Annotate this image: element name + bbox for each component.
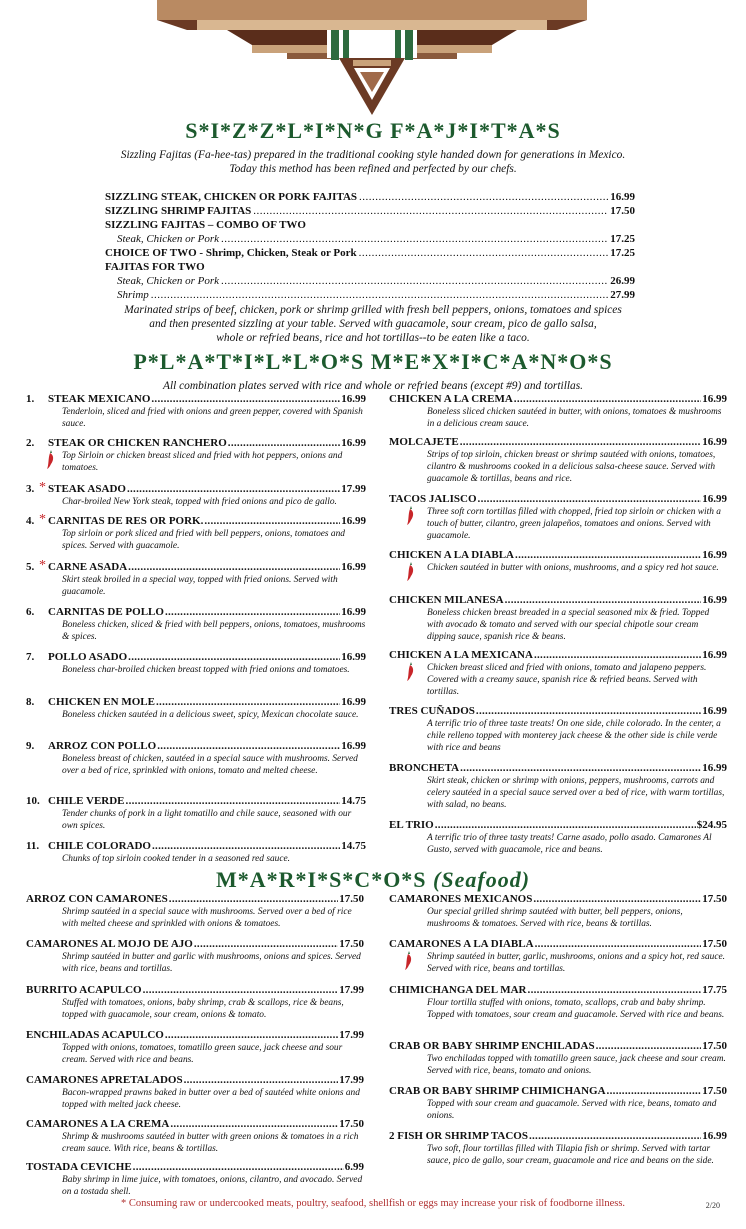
dot-leader bbox=[435, 819, 696, 832]
menu-item bbox=[389, 705, 727, 754]
food-safety-notice: * Consuming raw or undercooked meats, poultry, seafood, shellfish or eggs may increase your risk of foodborne illness. bbox=[120, 1198, 626, 1209]
menu-item-description: Boneless chicken sautéed in a delicious sweet, spicy, Mexican chocolate sauce. bbox=[62, 710, 359, 720]
menu-item-price: 16.99 bbox=[341, 437, 366, 449]
menu-item-description: Shrimp & mushrooms sautéed in butter with green onions & tomatoes in a rich cream sauce. With rice, beans & tortillas. bbox=[62, 1132, 359, 1154]
menu-item bbox=[48, 696, 366, 721]
menu-item-number: 6. bbox=[26, 606, 35, 618]
fajita-row: SIZZLING SHRIMP FAJITAS ..... 17.50 bbox=[105, 204, 635, 218]
menu-item bbox=[389, 493, 727, 542]
platillos-intro: All combination plates served with rice and whole or refried beans (except #9) and tortillas. bbox=[162, 380, 584, 392]
menu-item-price: 17.50 bbox=[702, 1040, 727, 1052]
mariscos-subtitle: (Seafood) bbox=[433, 867, 531, 892]
menu-item-price: 16.99 bbox=[341, 561, 366, 573]
menu-item-description: Tenderloin, sliced and fried with onions and green pepper, covered with Spanish sauce. bbox=[62, 407, 363, 429]
menu-item-header bbox=[389, 705, 727, 718]
menu-item-header bbox=[48, 606, 366, 619]
menu-item-header bbox=[389, 493, 727, 506]
menu-item-name: STEAK ASADO bbox=[48, 483, 126, 495]
menu-item-description: Shrimp sautéed in butter, garlic, mushrooms, onions and a spicy hot, red sauce. Served with rice, beans and tortillas. bbox=[427, 952, 725, 974]
fajitas-intro-1: Sizzling Fajitas (Fa-hee-tas) prepared in the traditional cooking style handed down for generations in Mexico. bbox=[120, 149, 626, 161]
menu-item-number: 8. bbox=[26, 696, 35, 708]
menu-item-price: 16.99 bbox=[702, 649, 727, 661]
menu-item-price: 16.99 bbox=[702, 436, 727, 448]
menu-item bbox=[389, 984, 727, 1021]
menu-item-description: Three soft corn tortillas filled with chopped, fried top sirloin or chicken with a touch of butter, cilantro, green jalapeños, tomatoes and onions. Served with guacamole. bbox=[427, 507, 721, 541]
menu-item-description: Chicken breast sliced and fried with onions, tomato and jalapeno peppers. Covered with a creamy sauce, spanish rice & refried beans. Served with tortillas. bbox=[427, 663, 707, 697]
menu-item-name: CAMARONES A LA DIABLA bbox=[389, 938, 534, 950]
dot-leader bbox=[528, 984, 702, 997]
menu-item-description: Strips of top sirloin, chicken breast or shrimp sautéed with onions, tomatoes, cilantro & mushrooms cooked in a delicious salsa-cheese sauce. Served with guacamole & tortillas, beans and rice. bbox=[427, 450, 716, 484]
menu-item-name: STEAK MEXICANO bbox=[48, 393, 151, 405]
menu-item-name: STEAK OR CHICKEN RANCHERO bbox=[48, 437, 227, 449]
menu-item-number: 10. bbox=[26, 795, 40, 807]
menu-item-description: Topped with onions, tomatoes, tomatillo green sauce, jack cheese and sour cream. Served with rice and beans. bbox=[62, 1043, 343, 1065]
fajitas-note-3: whole or refried beans, rice and hot tortillas--to be eaten like a taco. bbox=[216, 332, 530, 344]
raw-warning-asterisk: * bbox=[39, 512, 46, 527]
fajitas-title: S*I*Z*Z*L*I*N*G F*A*J*I*T*A*S bbox=[185, 118, 561, 143]
fajita-row: Steak, Chicken or Pork ..... 26.99 bbox=[105, 274, 635, 288]
dot-leader bbox=[535, 938, 702, 951]
menu-item-description: Chunks of top sirloin cooked tender in a seasoned red sauce. bbox=[62, 854, 291, 864]
menu-item-name: CAMARONES MEXICANOS bbox=[389, 893, 533, 905]
menu-item-description: Boneless chicken, sliced & fried with bell peppers, onions, tomatoes, mushrooms & spices. bbox=[62, 620, 366, 642]
dot-leader bbox=[476, 705, 701, 718]
menu-item-name: POLLO ASADO bbox=[48, 651, 128, 663]
menu-item-header bbox=[48, 740, 366, 753]
dot-leader bbox=[505, 594, 702, 607]
menu-item-price: 6.99 bbox=[344, 1161, 364, 1173]
platillos-title: P*L*A*T*I*L*L*O*S M*E*X*I*C*A*N*O*S bbox=[133, 349, 613, 374]
menu-item-header bbox=[48, 651, 366, 664]
fajitas-note-1: Marinated strips of beef, chicken, pork or shrimp grilled with fresh bell peppers, onions, tomatoes and spices bbox=[124, 304, 622, 316]
menu-item bbox=[48, 393, 366, 430]
menu-item bbox=[389, 819, 727, 856]
menu-item-name: TRES CUÑADOS bbox=[389, 705, 475, 717]
dot-leader bbox=[204, 515, 340, 528]
menu-item-header bbox=[26, 1029, 364, 1042]
fajita-row: CHOICE OF TWO - Shrimp, Chicken, Steak or Pork ..... 17.25 bbox=[105, 246, 635, 260]
dot-leader bbox=[151, 393, 340, 406]
menu-item bbox=[26, 1118, 364, 1155]
dot-leader bbox=[184, 1074, 339, 1087]
menu-item-header bbox=[48, 840, 366, 853]
menu-item-number: 2. bbox=[26, 437, 35, 449]
menu-item-name: CRAB OR BABY SHRIMP ENCHILADAS bbox=[389, 1040, 595, 1052]
menu-item-name: ENCHILADAS ACAPULCO bbox=[26, 1029, 164, 1041]
fajita-row: SIZZLING FAJITAS – COMBO OF TWO bbox=[105, 219, 306, 231]
menu-item-name: CRAB OR BABY SHRIMP CHIMICHANGA bbox=[389, 1085, 606, 1097]
dot-leader bbox=[514, 393, 701, 406]
menu-item-price: 17.50 bbox=[339, 893, 364, 905]
menu-item-name: CAMARONES AL MOJO DE AJO bbox=[26, 938, 193, 950]
menu-item-header bbox=[389, 1130, 727, 1143]
dot-leader bbox=[460, 762, 701, 775]
menu-item-number: 9. bbox=[26, 740, 35, 752]
menu-item-name: CHICKEN A LA DIABLA bbox=[389, 549, 515, 561]
menu-item-price: 17.99 bbox=[339, 1074, 364, 1086]
menu-item-name: CARNITAS DE POLLO bbox=[48, 606, 164, 618]
dot-leader bbox=[126, 795, 341, 808]
menu-item-price: 17.50 bbox=[702, 938, 727, 950]
menu-item bbox=[389, 1130, 727, 1167]
dot-leader bbox=[169, 893, 338, 906]
dot-leader bbox=[128, 561, 340, 574]
menu-item-description: Shrimp sautéed in butter and garlic with mushrooms, onions and spices. Served with rice, beans and tortillas. bbox=[62, 952, 361, 974]
menu-item-description: A terrific trio of three tasty treats! Carne asado, pollo asado. Camarones Al Gusto, served with guacamole, rice and beans. bbox=[427, 833, 712, 855]
menu-item bbox=[26, 1074, 364, 1111]
menu-item-name: BRONCHETA bbox=[389, 762, 460, 774]
menu-item-name: CHIMICHANGA DEL MAR bbox=[389, 984, 527, 996]
menu-item-description: Flour tortilla stuffed with onions, tomato, scallops, crab and baby shrimp. Topped with tomatoes, sour cream and guacamole. Served with rice and beans. bbox=[427, 998, 725, 1020]
menu-item-price: 17.50 bbox=[702, 1085, 727, 1097]
menu-item-header bbox=[389, 1085, 727, 1098]
menu-item-price: 17.99 bbox=[341, 483, 366, 495]
menu-item-header bbox=[48, 795, 366, 808]
raw-warning-asterisk: * bbox=[39, 558, 46, 573]
menu-item-name: CHICKEN A LA MEXICANA bbox=[389, 649, 533, 661]
menu-item-name: CHICKEN EN MOLE bbox=[48, 696, 155, 708]
dot-leader bbox=[607, 1085, 702, 1098]
dot-leader bbox=[460, 436, 702, 449]
menu-item bbox=[389, 893, 727, 930]
dot-leader bbox=[165, 606, 340, 619]
menu-item bbox=[48, 515, 366, 552]
aztec-emblem bbox=[157, 0, 587, 118]
menu-item bbox=[389, 762, 727, 811]
menu-item-price: $24.95 bbox=[696, 819, 727, 831]
menu-item-header bbox=[389, 893, 727, 906]
menu-item-name: TACOS JALISCO bbox=[389, 493, 477, 505]
menu-item-price: 16.99 bbox=[341, 696, 366, 708]
menu-item-header bbox=[48, 437, 366, 450]
menu-item-number: 7. bbox=[26, 651, 35, 663]
menu-item-price: 16.99 bbox=[702, 393, 727, 405]
menu-item bbox=[48, 606, 366, 643]
menu-item-header bbox=[48, 561, 366, 574]
menu-item-name: CHICKEN A LA CREMA bbox=[389, 393, 513, 405]
menu-item-name: ARROZ CON POLLO bbox=[48, 740, 157, 752]
menu-item-description: Shrimp sautéed in a special sauce with mushrooms. Served over a bed of rice with melted cheese and sprinkled with onions & tomatoes. bbox=[62, 907, 352, 929]
menu-item-name: CARNE ASADA bbox=[48, 561, 128, 573]
menu-item-name: CHICKEN MILANESA bbox=[389, 594, 504, 606]
menu-item-number: 3. bbox=[26, 483, 35, 495]
menu-item-header bbox=[389, 762, 727, 775]
menu-item-price: 16.99 bbox=[702, 493, 727, 505]
menu-item bbox=[389, 594, 727, 643]
menu-item-price: 17.99 bbox=[339, 984, 364, 996]
menu-item-name: ARROZ CON CAMARONES bbox=[26, 893, 168, 905]
menu-item-price: 16.99 bbox=[341, 740, 366, 752]
menu-item-description: Boneless breast of chicken, sautéed in a special sauce with mushrooms. Served over a bed of rice, sprinkled with onions, tomato and melted cheese. bbox=[62, 754, 358, 776]
menu-item-description: Baby shrimp in lime juice, with tomatoes, onions, cilantro, and avocado. Served on a tostada shell. bbox=[62, 1175, 363, 1197]
menu-item-price: 17.75 bbox=[702, 984, 727, 996]
dot-leader bbox=[133, 1161, 344, 1174]
menu-item-description: Chicken sautéed in butter with onions, mushrooms, and a spicy red hot sauce. bbox=[427, 563, 719, 573]
menu-item bbox=[389, 938, 727, 975]
menu-item-price: 17.50 bbox=[339, 938, 364, 950]
menu-item-price: 17.99 bbox=[339, 1029, 364, 1041]
menu-item bbox=[48, 561, 366, 598]
fajita-row: Shrimp ..... 27.99 bbox=[105, 288, 635, 302]
fajita-row: FAJITAS FOR TWO bbox=[105, 261, 205, 273]
menu-item bbox=[26, 893, 364, 930]
dot-leader bbox=[534, 649, 701, 662]
menu-item-price: 16.99 bbox=[702, 594, 727, 606]
menu-item bbox=[48, 795, 366, 832]
menu-item bbox=[389, 1040, 727, 1077]
raw-warning-asterisk: * bbox=[39, 480, 46, 495]
menu-item-name: CHILE COLORADO bbox=[48, 840, 151, 852]
menu-item-name: CAMARONES APRETALADOS bbox=[26, 1074, 183, 1086]
dot-leader bbox=[165, 1029, 338, 1042]
menu-item-header bbox=[26, 1074, 364, 1087]
menu-item-name: MOLCAJETE bbox=[389, 436, 459, 448]
menu-item-header bbox=[26, 984, 364, 997]
menu-item bbox=[48, 651, 366, 676]
menu-item-description: Top Sirloin or chicken breast sliced and fried with hot peppers, onions and tomatoes. bbox=[62, 451, 343, 473]
menu-item-price: 14.75 bbox=[341, 795, 366, 807]
menu-item bbox=[26, 1161, 364, 1198]
menu-item bbox=[26, 938, 364, 975]
menu-item-name: CARNITAS DE RES OR PORK. bbox=[48, 515, 204, 527]
menu-item-description: Boneless char-broiled chicken breast topped with fried onions and tomatoes. bbox=[62, 665, 350, 675]
menu-item-number: 11. bbox=[26, 840, 40, 852]
menu-item-header bbox=[389, 393, 727, 406]
menu-item-price: 17.50 bbox=[339, 1118, 364, 1130]
menu-item-header bbox=[26, 938, 364, 951]
dot-leader bbox=[128, 651, 340, 664]
menu-item-price: 16.99 bbox=[702, 705, 727, 717]
menu-item-name: BURRITO ACAPULCO bbox=[26, 984, 142, 996]
fajitas-note-2: and then presented sizzling at your table. Served with guacamole, sour cream, pico de gallo salsa, bbox=[149, 318, 597, 330]
menu-item-description: Bacon-wrapped prawns baked in butter over a bed of sautéed white onions and topped with melted jack cheese. bbox=[62, 1088, 360, 1110]
menu-item-price: 16.99 bbox=[341, 515, 366, 527]
menu-item-number: 4. bbox=[26, 515, 35, 527]
menu-item-header bbox=[389, 649, 727, 662]
menu-item-header bbox=[389, 819, 727, 832]
menu-item-description: Topped with sour cream and guacamole. Served with rice, beans, tomato and onions. bbox=[427, 1099, 717, 1121]
fajitas-intro-2: Today this method has been refined and perfected by our chefs. bbox=[229, 163, 517, 175]
dot-leader bbox=[596, 1040, 702, 1053]
menu-item-price: 14.75 bbox=[341, 840, 366, 852]
menu-item-name: EL TRIO bbox=[389, 819, 434, 831]
menu-item-description: Skirt steak broiled in a special way, topped with fried onions. Served with guacamole. bbox=[62, 575, 338, 597]
menu-item bbox=[48, 483, 366, 508]
menu-item bbox=[48, 740, 366, 777]
menu-item-price: 16.99 bbox=[702, 549, 727, 561]
menu-item-name: CHILE VERDE bbox=[48, 795, 125, 807]
menu-item-header bbox=[389, 436, 727, 449]
menu-item-price: 16.99 bbox=[341, 606, 366, 618]
menu-item-description: Two soft, flour tortillas filled with Tilapia fish or shrimp. Served with tartar sauce, pico de gallo, sour cream, guacamole and rice and beans on the side. bbox=[427, 1144, 714, 1166]
dot-leader bbox=[157, 740, 340, 753]
dot-leader bbox=[529, 1130, 701, 1143]
menu-item-price: 16.99 bbox=[341, 393, 366, 405]
dot-leader bbox=[478, 493, 702, 506]
menu-item-number: 1. bbox=[26, 393, 35, 405]
menu-item-description: Stuffed with tomatoes, onions, baby shrimp, crab & scallops, rice & beans, topped with guacamole, sour cream, onions & tomato. bbox=[62, 998, 344, 1020]
menu-item-name: CAMARONES A LA CREMA bbox=[26, 1118, 170, 1130]
dot-leader bbox=[194, 938, 338, 951]
dot-leader bbox=[156, 696, 340, 709]
menu-item-description: Top sirloin or pork sliced and fried with bell peppers, onions, tomatoes and spices. Served with guacamole. bbox=[62, 529, 345, 551]
menu-item-header bbox=[26, 1161, 364, 1174]
menu-item bbox=[389, 393, 727, 430]
menu-item-header bbox=[389, 1040, 727, 1053]
menu-item bbox=[48, 840, 366, 865]
menu-item-header bbox=[26, 1118, 364, 1131]
menu-item-header bbox=[389, 549, 727, 562]
menu-item bbox=[26, 1029, 364, 1066]
menu-item-description: A terrific trio of three taste treats! On one side, chile colorado. In the center, a chile relleno topped with monterey jack cheese & the other side is chile verde with rice and beans bbox=[427, 719, 721, 753]
menu-item-description: Boneless sliced chicken sautéed in butter, with onions, tomatoes & mushrooms in a delicious cream sauce. bbox=[427, 407, 722, 429]
menu-item-header bbox=[389, 984, 727, 997]
menu-item-price: 17.50 bbox=[702, 893, 727, 905]
menu-item-header bbox=[48, 393, 366, 406]
menu-item-name: 2 FISH OR SHRIMP TACOS bbox=[389, 1130, 528, 1142]
menu-item bbox=[389, 549, 727, 574]
menu-item-header bbox=[48, 515, 366, 528]
menu-item-description: Boneless chicken breast breaded in a special seasoned mix & fried. Topped with avocado & tomato and served with our special chipotle sour cream dipping sauce, spanish rice & beans. bbox=[427, 608, 710, 642]
menu-item-price: 16.99 bbox=[341, 651, 366, 663]
dot-leader bbox=[152, 840, 340, 853]
menu-item-header bbox=[48, 696, 366, 709]
menu-item-description: Char-broiled New York steak, topped with fried onions and pico de gallo. bbox=[62, 497, 337, 507]
menu-item-header bbox=[389, 938, 727, 951]
menu-item bbox=[26, 984, 364, 1021]
dot-leader bbox=[533, 893, 701, 906]
menu-item-price: 16.99 bbox=[702, 1130, 727, 1142]
menu-item bbox=[389, 649, 727, 698]
dot-leader bbox=[143, 984, 339, 997]
menu-item-description: Two enchiladas topped with tomatillo green sauce, jack cheese and sour cream. Served with rice, beans, tomato and onions. bbox=[427, 1054, 726, 1076]
menu-item-header bbox=[389, 594, 727, 607]
menu-item bbox=[389, 436, 727, 485]
fajita-row: Steak, Chicken or Pork ..... 17.25 bbox=[105, 232, 635, 246]
menu-item-price: 16.99 bbox=[702, 762, 727, 774]
menu-item-name: TOSTADA CEVICHE bbox=[26, 1161, 132, 1173]
menu-item-description: Skirt steak, chicken or shrimp with onions, peppers, mushrooms, carrots and celery sautéed in a special sauce served over a bed of rice, with warm tortillas, with salad, no beans. bbox=[427, 776, 725, 810]
menu-item-description: Our special grilled shrimp sautéed with butter, bell peppers, onions, mushrooms & tomatoes. Served with rice, beans & tortillas. bbox=[427, 907, 683, 929]
menu-item-number: 5. bbox=[26, 561, 35, 573]
menu-item bbox=[389, 1085, 727, 1122]
dot-leader bbox=[127, 483, 340, 496]
menu-item-header bbox=[48, 483, 366, 496]
page-number: 2/20 bbox=[705, 1201, 720, 1210]
menu-item-description: Tender chunks of pork in a light tomatillo and chile sauce, seasoned with our own spices. bbox=[62, 809, 352, 831]
dot-leader bbox=[170, 1118, 338, 1131]
dot-leader bbox=[228, 437, 340, 450]
menu-item-header bbox=[26, 893, 364, 906]
mariscos-title: M*A*R*I*S*C*O*S (Seafood) bbox=[215, 867, 531, 892]
menu-item bbox=[48, 437, 366, 474]
dot-leader bbox=[515, 549, 701, 562]
fajita-row: SIZZLING STEAK, CHICKEN OR PORK FAJITAS ..... 16.99 bbox=[105, 190, 635, 204]
